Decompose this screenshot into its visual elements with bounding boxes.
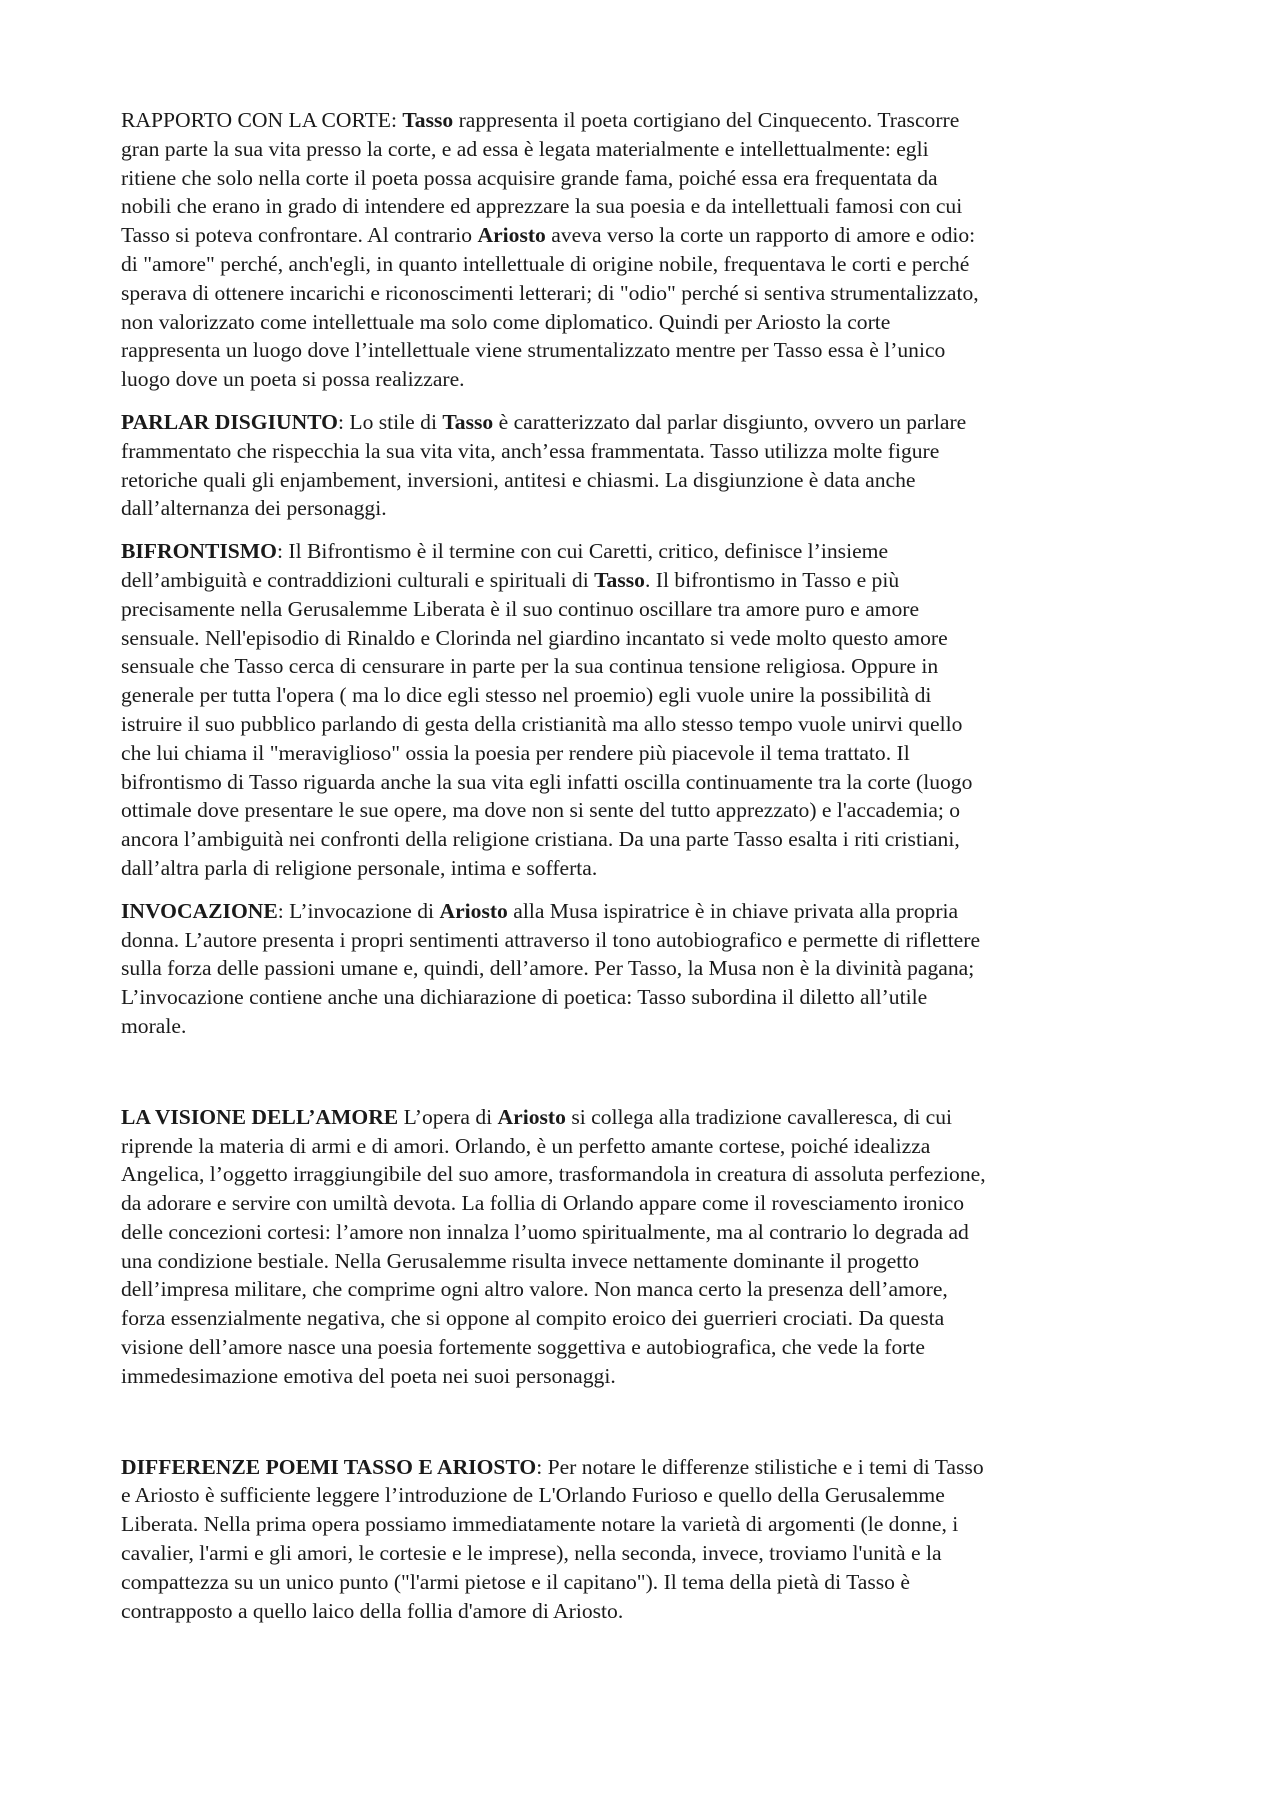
text-run: luogo dove un poeta si possa realizzare. bbox=[121, 367, 465, 392]
text-line bbox=[121, 408, 1166, 437]
text-run: Liberata. Nella prima opera possiamo immediatamente notare la varietà di argomenti (le donne, i bbox=[121, 1512, 959, 1537]
text-run: precisamente nella Gerusalemme Liberata è il suo continuo oscillare tra amore puro e amore bbox=[121, 596, 920, 621]
text-line bbox=[121, 106, 1166, 135]
text-line bbox=[121, 466, 1166, 495]
text-line bbox=[121, 1275, 1166, 1304]
text-run: istruire il suo pubblico parlando di gesta della cristianità ma allo stesso tempo vuole unirvi quello bbox=[121, 711, 963, 736]
text-run: è caratterizzato dal parlar disgiunto, ovvero un parlare bbox=[493, 409, 967, 434]
text-run: e Ariosto è sufficiente leggere l’introduzione de L'Orlando Furioso e quello della Gerusalemme bbox=[121, 1483, 945, 1508]
bold-text: DIFFERENZE POEMI TASSO E ARIOSTO bbox=[121, 1454, 537, 1479]
text-line bbox=[121, 1453, 1166, 1482]
text-line bbox=[121, 1539, 1166, 1568]
paragraph-bifrontismo bbox=[121, 537, 1166, 883]
text-line bbox=[121, 365, 1166, 394]
bold-text: Ariosto bbox=[439, 898, 508, 923]
text-line bbox=[121, 595, 1166, 624]
text-line bbox=[121, 1160, 1166, 1189]
bold-text: Tasso bbox=[594, 567, 645, 592]
text-run: compattezza su un unico punto ("l'armi pietose e il capitano"). Il tema della pietà di Tasso è bbox=[121, 1569, 910, 1594]
text-line bbox=[121, 926, 1166, 955]
text-run: frammentato che rispecchia la sua vita vita, anch’essa frammentata. Tasso utilizza molte figure bbox=[121, 438, 940, 463]
text-run: delle concezioni cortesi: l’amore non innalza l’uomo spiritualmente, ma al contrario lo degrada ad bbox=[121, 1219, 969, 1244]
text-line bbox=[121, 192, 1166, 221]
text-run: riprende la materia di armi e di amori. Orlando, è un perfetto amante cortese, poiché idealizza bbox=[121, 1133, 931, 1158]
bold-text: Tasso bbox=[442, 409, 494, 434]
text-line bbox=[121, 1103, 1166, 1132]
text-line bbox=[121, 1510, 1166, 1539]
text-line bbox=[121, 1568, 1166, 1597]
text-run: forza essenzialmente negativa, che si oppone al compito eroico dei guerrieri crociati. Da questa bbox=[121, 1306, 945, 1331]
text-run: che lui chiama il "meraviglioso" ossia la poesia per rendere più piacevole il tema trattato. Il bbox=[121, 740, 910, 765]
paragraph-invocazione bbox=[121, 897, 1166, 1041]
text-line bbox=[121, 954, 1166, 983]
paragraph-differenze-poemi bbox=[121, 1453, 1166, 1626]
text-line bbox=[121, 681, 1166, 710]
text-run: aveva verso la corte un rapporto di amore e odio: bbox=[545, 223, 976, 248]
text-line bbox=[121, 1333, 1166, 1362]
text-run: non valorizzato come intellettuale ma solo come diplomatico. Quindi per Ariosto la corte bbox=[121, 309, 891, 334]
text-run: contrapposto a quello laico della follia d'amore di Ariosto. bbox=[121, 1598, 624, 1623]
text-run: ottimale dove presentare le sue opere, ma dove non si sente del tutto apprezzato) e l'accademia; o bbox=[121, 798, 961, 823]
text-line bbox=[121, 825, 1166, 854]
text-line bbox=[121, 308, 1166, 337]
text-line bbox=[121, 1012, 1166, 1041]
text-line bbox=[121, 1189, 1166, 1218]
text-line bbox=[121, 796, 1166, 825]
text-run: donna. L’autore presenta i propri sentimenti attraverso il tono autobiografico e permette di riflettere bbox=[121, 927, 981, 952]
text-run: Tasso si poteva confrontare. Al contrario bbox=[121, 223, 478, 248]
text-line bbox=[121, 1132, 1166, 1161]
text-run: cavalier, l'armi e gli amori, le cortesie e le imprese), nella seconda, invece, troviamo l'unità e la bbox=[121, 1541, 942, 1566]
document-body bbox=[121, 106, 1166, 1639]
text-run: : Per notare le differenze stilistiche e i temi di Tasso bbox=[536, 1454, 984, 1479]
text-run: L’opera di bbox=[398, 1104, 498, 1129]
bold-text: BIFRONTISMO bbox=[121, 539, 277, 564]
text-run: di "amore" perché, anch'egli, in quanto intellettuale di origine nobile, frequentava le corti e perché bbox=[121, 251, 970, 276]
text-line bbox=[121, 336, 1166, 365]
text-run: dall’alternanza dei personaggi. bbox=[121, 496, 387, 521]
text-run: RAPPORTO CON LA CORTE: bbox=[121, 108, 403, 132]
text-run: dell’impresa militare, che comprime ogni altro valore. Non manca certo la presenza dell’amore, bbox=[121, 1277, 948, 1302]
text-run: ancora l’ambiguità nei confronti della religione cristiana. Da una parte Tasso esalta i riti cristiani, bbox=[121, 827, 960, 852]
bold-text: Tasso bbox=[402, 108, 454, 132]
text-run: rappresenta il poeta cortigiano del Cinquecento. Trascorre bbox=[453, 108, 960, 132]
text-run: rappresenta un luogo dove l’intellettuale viene strumentalizzato mentre per Tasso essa è l’unico bbox=[121, 338, 946, 363]
text-run: : Lo stile di bbox=[337, 409, 443, 434]
text-line bbox=[121, 437, 1166, 466]
text-run: sensuale. Nell'episodio di Rinaldo e Clorinda nel giardino incantato si vede molto questo amore bbox=[121, 625, 948, 650]
text-run: si collega alla tradizione cavalleresca, di cui bbox=[565, 1104, 953, 1129]
text-run: ritiene che solo nella corte il poeta possa acquisire grande fama, poiché essa era frequentata da bbox=[121, 165, 938, 190]
text-run: Angelica, l’oggetto irraggiungibile del suo amore, trasformandola in creatura di assoluta perfezione, bbox=[121, 1162, 986, 1187]
text-run: : Il Bifrontismo è il termine con cui Caretti, critico, definisce l’insieme bbox=[276, 539, 889, 564]
text-run: bifrontismo di Tasso riguarda anche la sua vita egli infatti oscilla continuamente tra la corte (luogo bbox=[121, 769, 973, 794]
text-run: visione dell’amore nasce una poesia fortemente soggettiva e autobiografica, che vede la forte bbox=[121, 1335, 926, 1360]
text-run: dell’ambiguità e contraddizioni culturali e spirituali di bbox=[121, 567, 595, 592]
paragraph-rapporto-con-la-corte bbox=[121, 106, 1166, 394]
text-run: una condizione bestiale. Nella Gerusalemme risulta invece nettamente dominante il progetto bbox=[121, 1248, 920, 1273]
text-run: immedesimazione emotiva del poeta nei suoi personaggi. bbox=[121, 1363, 616, 1388]
text-line bbox=[121, 897, 1166, 926]
text-line bbox=[121, 135, 1166, 164]
text-run: : L’invocazione di bbox=[277, 898, 440, 923]
text-line bbox=[121, 768, 1166, 797]
text-run: alla Musa ispiratrice è in chiave privata alla propria bbox=[507, 898, 959, 923]
text-run: sensuale che Tasso cerca di censurare in parte per la sua continua tensione religiosa. Oppure in bbox=[121, 654, 939, 679]
text-line bbox=[121, 983, 1166, 1012]
text-run: morale. bbox=[121, 1013, 187, 1038]
text-line bbox=[121, 854, 1166, 883]
text-line bbox=[121, 1218, 1166, 1247]
text-line bbox=[121, 624, 1166, 653]
text-line bbox=[121, 494, 1166, 523]
text-line bbox=[121, 739, 1166, 768]
text-run: L’invocazione contiene anche una dichiarazione di poetica: Tasso subordina il diletto all’utile bbox=[121, 985, 928, 1010]
text-run: nobili che erano in grado di intendere ed apprezzare la sua poesia e da intellettuali famosi con cui bbox=[121, 194, 963, 219]
paragraph-la-visione-dell-amore bbox=[121, 1103, 1166, 1391]
bold-text: LA VISIONE DELL’AMORE bbox=[121, 1104, 399, 1129]
text-line bbox=[121, 221, 1166, 250]
text-run: dall’altra parla di religione personale, intima e sofferta. bbox=[121, 855, 598, 880]
text-line bbox=[121, 537, 1166, 566]
bold-text: PARLAR DISGIUNTO bbox=[121, 409, 338, 434]
text-run: sulla forza delle passioni umane e, quindi, dell’amore. Per Tasso, la Musa non è la divinità pagana; bbox=[121, 956, 975, 981]
text-run: sperava di ottenere incarichi e riconoscimenti letterari; di "odio" perché si sentiva strumentalizzato, bbox=[121, 280, 979, 305]
text-line bbox=[121, 1247, 1166, 1276]
text-run: generale per tutta l'opera ( ma lo dice egli stesso nel proemio) egli vuole unire la possibilità di bbox=[121, 683, 932, 708]
text-line bbox=[121, 710, 1166, 739]
text-run: retoriche quali gli enjambement, inversioni, antitesi e chiasmi. La disgiunzione è data anche bbox=[121, 467, 916, 492]
text-line bbox=[121, 652, 1166, 681]
text-run: . Il bifrontismo in Tasso e più bbox=[644, 567, 900, 592]
bold-text: Ariosto bbox=[477, 223, 546, 248]
paragraph-parlar-disgiunto bbox=[121, 408, 1166, 523]
text-line bbox=[121, 1362, 1166, 1391]
bold-text: INVOCAZIONE bbox=[121, 898, 278, 923]
bold-text: Ariosto bbox=[497, 1104, 566, 1129]
text-line bbox=[121, 279, 1166, 308]
text-line bbox=[121, 1304, 1166, 1333]
text-run: da adorare e servire con umiltà devota. La follia di Orlando appare come il rovesciamento ironico bbox=[121, 1191, 965, 1216]
text-line bbox=[121, 250, 1166, 279]
text-line bbox=[121, 1597, 1166, 1626]
text-run: gran parte la sua vita presso la corte, e ad essa è legata materialmente e intellettualmente: egli bbox=[121, 136, 929, 161]
text-line bbox=[121, 566, 1166, 595]
text-line bbox=[121, 164, 1166, 193]
text-line bbox=[121, 1481, 1166, 1510]
